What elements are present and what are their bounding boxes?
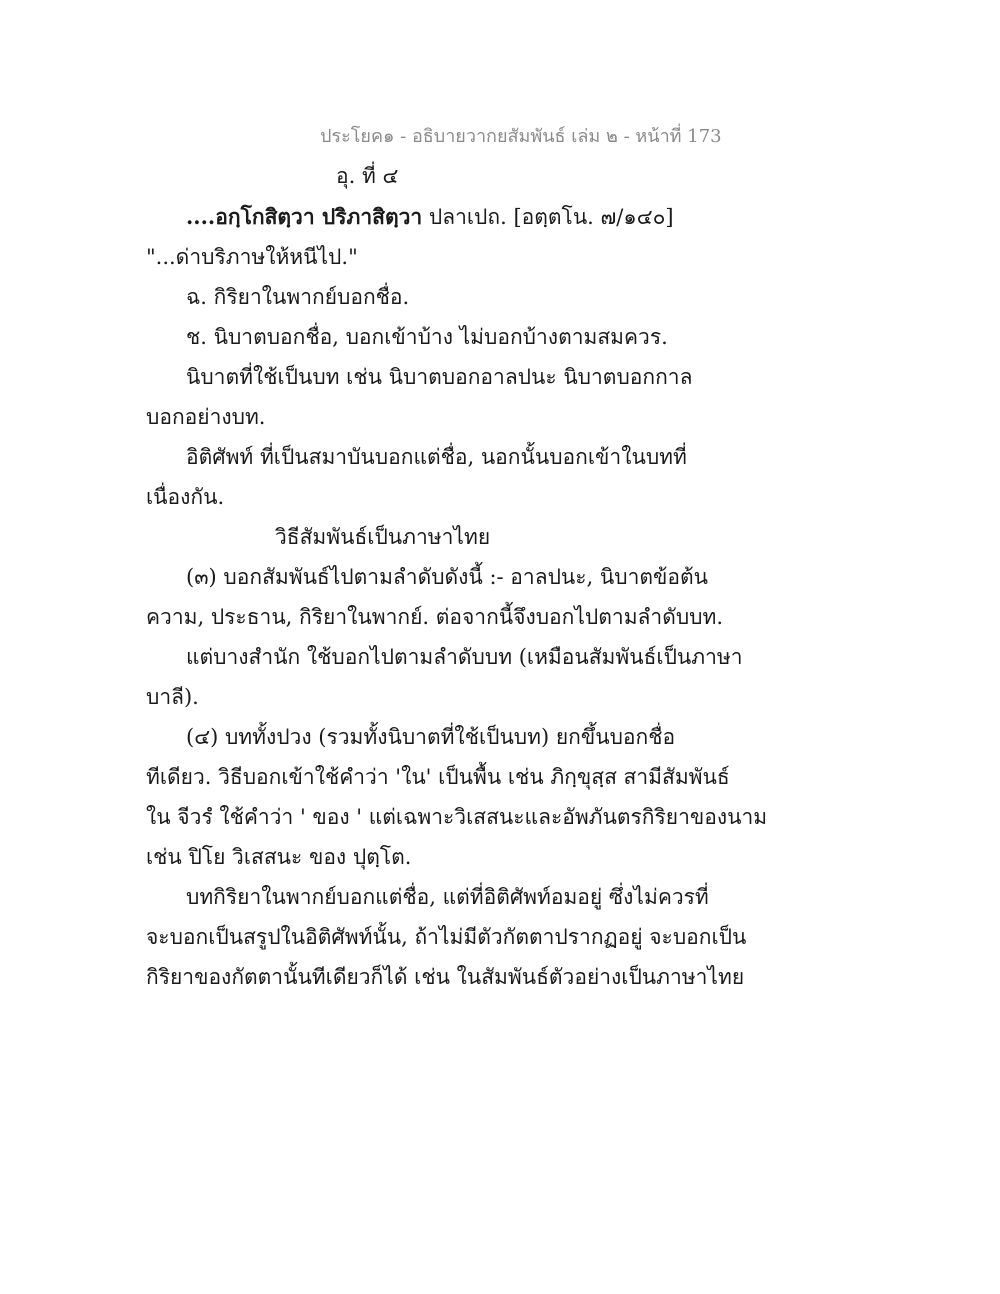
itisap-line-2: เนื่องกัน. <box>146 485 225 509</box>
paragraph-5-line-3: กิริยาของกัตตานั้นทีเดียวก็ได้ เช่น ในสัมพันธ์ตัวอย่างเป็นภาษาไทย <box>146 965 745 989</box>
rule-chor: ช. นิบาตบอกชื่อ, บอกเข้าบ้าง ไม่บอกบ้างตามสมควร. <box>186 325 668 349</box>
paragraph-3b-line-1: แต่บางสำนัก ใช้บอกไปตามลำดับบท (เหมือนสัมพันธ์เป็นภาษา <box>186 645 743 669</box>
rule-cho: ฉ. กิริยาในพากย์บอกชื่อ. <box>186 285 410 309</box>
section-title: วิธีสัมพันธ์เป็นภาษาไทย <box>275 525 491 549</box>
itisap-line-1: อิติศัพท์ ที่เป็นสมาบันบอกแต่ชื่อ, นอกนั้นบอกเข้าในบทที่ <box>186 445 687 469</box>
pali-phrase-rest: ปลาเปถ. [อตฺตโน. ๗/๑๔๐] <box>428 205 674 229</box>
paragraph-5-line-1: บทกิริยาในพากย์บอกแต่ชื่อ, แต่ที่อิติศัพท์อมอยู่ ซึ่งไม่ควรที่ <box>186 885 709 909</box>
pali-example-line <box>186 203 674 231</box>
pali-phrase-bold: ....อกฺโกสิตฺวา ปริภาสิตฺวา <box>186 204 423 229</box>
paragraph-4-line-2: ทีเดียว. วิธีบอกเข้าใช้คำว่า 'ใน' เป็นพื้น เช่น ภิกฺขุสฺส สามีสัมพันธ์ <box>146 765 730 789</box>
nibat-line-2: บอกอย่างบท. <box>146 405 266 429</box>
example-translation: "...ด่าบริภาษให้หนีไป." <box>146 245 358 269</box>
paragraph-3-line-2: ความ, ประธาน, กิริยาในพากย์. ต่อจากนี้จึงบอกไปตามลำดับบท. <box>146 605 724 629</box>
page-header: ประโยค๑ - อธิบายวากยสัมพันธ์ เล่ม ๒ - หน้าที่ 173 <box>320 126 722 147</box>
paragraph-5-line-2: จะบอกเป็นสรูปในอิติศัพท์นั้น, ถ้าไม่มีตัวกัตตาปรากฏอยู่ จะบอกเป็น <box>146 925 747 949</box>
paragraph-3b-line-2: บาลี). <box>146 685 199 709</box>
paragraph-4-line-1: (๔) บททั้งปวง (รวมทั้งนิบาตที่ใช้เป็นบท) ยกขึ้นบอกชื่อ <box>186 725 676 749</box>
example-reference: อุ. ที่ ๔ <box>336 164 399 188</box>
paragraph-4-line-4: เช่น ปิโย วิเสสนะ ของ ปุตฺโต. <box>146 845 412 869</box>
paragraph-4-line-3: ใน จีวรํ ใช้คำว่า ' ของ ' แต่เฉพาะวิเสสนะและอัพภันตรกิริยาของนาม <box>146 805 768 829</box>
paragraph-3-line-1: (๓) บอกสัมพันธ์ไปตามลำดับดังนี้ :- อาลปนะ, นิบาตข้อต้น <box>186 565 708 589</box>
nibat-line-1: นิบาตที่ใช้เป็นบท เช่น นิบาตบอกอาลปนะ นิบาตบอกกาล <box>186 365 693 389</box>
